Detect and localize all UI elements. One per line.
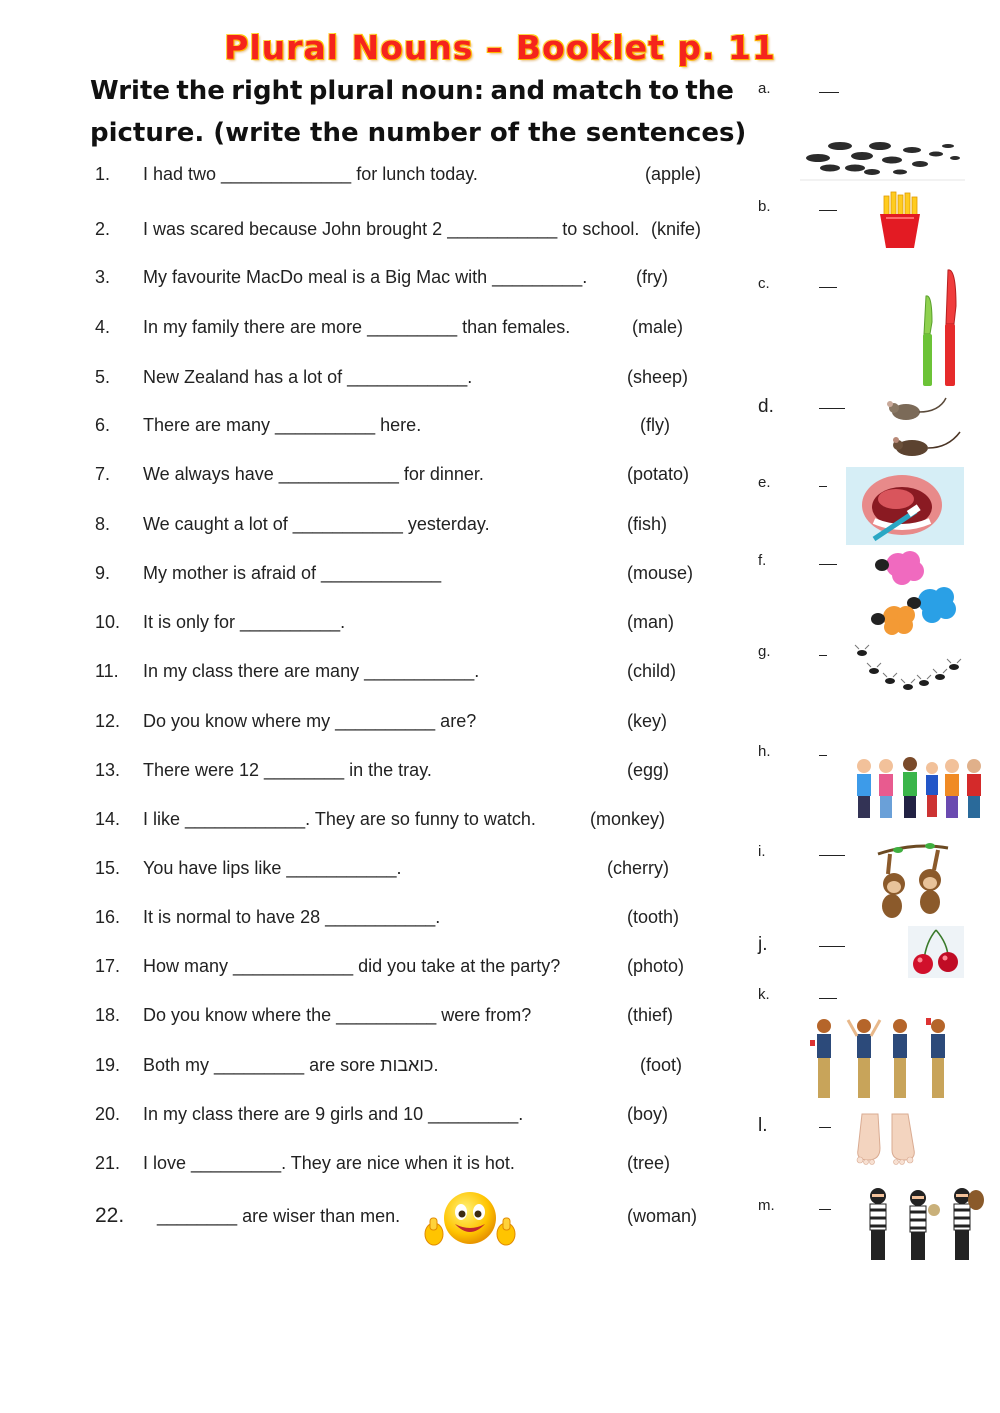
instruction-word: the <box>685 76 734 106</box>
answer-letter: b. <box>758 198 771 215</box>
instructions-line-1 <box>90 76 734 106</box>
answer-letter: j. <box>758 934 768 955</box>
monkeys-picture <box>874 840 950 924</box>
question-hint: (male) <box>632 317 684 337</box>
question-hint: (tree) <box>627 1153 671 1173</box>
teeth-brushing-picture <box>846 467 964 545</box>
answer-letter: i. <box>758 843 766 860</box>
question-text: In my class there are many ___________. <box>143 661 480 681</box>
instruction-word: match <box>551 76 643 106</box>
question-text: My favourite MacDo meal is a Big Mac with _________. <box>143 267 588 287</box>
question-6 <box>95 415 735 445</box>
question-15 <box>95 858 735 888</box>
question-text: How many ____________ did you take at the party? <box>143 956 561 976</box>
flies-picture <box>852 643 964 699</box>
answer-blank[interactable] <box>819 92 839 93</box>
question-hint: (woman) <box>627 1206 698 1226</box>
question-hint: (monkey) <box>590 809 666 829</box>
question-number: 12. <box>95 711 121 731</box>
question-13 <box>95 760 735 790</box>
question-number: 15. <box>95 858 121 878</box>
question-hint: (apple) <box>645 164 702 184</box>
answer-letter: c. <box>758 275 770 292</box>
women-picture <box>808 1016 958 1100</box>
instruction-word: to <box>648 76 680 106</box>
question-text: I had two _____________ for lunch today. <box>143 164 478 184</box>
question-8 <box>95 514 735 544</box>
question-number: 1. <box>95 164 111 184</box>
question-number: 18. <box>95 1005 121 1025</box>
instructions-line-2: picture. (write the number of the sentences) <box>90 118 747 148</box>
answer-blank[interactable] <box>819 408 845 409</box>
question-hint: (mouse) <box>627 563 694 583</box>
answer-blank[interactable] <box>819 1209 831 1210</box>
question-hint: (fry) <box>636 267 668 287</box>
feet-picture <box>852 1114 920 1166</box>
question-text: There were 12 ________ in the tray. <box>143 760 432 780</box>
question-1 <box>95 164 735 194</box>
question-number: 3. <box>95 267 111 287</box>
question-hint: (photo) <box>627 956 685 976</box>
question-2 <box>95 219 735 249</box>
answer-letter: a. <box>758 80 771 97</box>
question-22 <box>95 1204 735 1234</box>
cherries-picture <box>908 926 964 978</box>
question-number: 4. <box>95 317 111 337</box>
instruction-word: and <box>490 76 546 106</box>
question-11 <box>95 661 735 691</box>
french-fries-picture <box>876 192 924 248</box>
answer-letter: m. <box>758 1197 775 1214</box>
question-number: 2. <box>95 219 111 239</box>
answer-blank[interactable] <box>819 486 827 487</box>
question-number: 13. <box>95 760 121 780</box>
question-5 <box>95 367 735 397</box>
question-text: New Zealand has a lot of ____________. <box>143 367 473 387</box>
question-hint: (sheep) <box>627 367 689 387</box>
question-hint: (fly) <box>640 415 670 435</box>
instruction-word: Write <box>90 76 171 106</box>
answer-letter: e. <box>758 474 771 491</box>
question-number: 14. <box>95 809 121 829</box>
question-text: We always have ____________ for dinner. <box>143 464 484 484</box>
answer-blank[interactable] <box>819 564 837 565</box>
question-18 <box>95 1005 735 1035</box>
answer-letter: g. <box>758 643 771 660</box>
question-10 <box>95 612 735 642</box>
question-hint: (potato) <box>627 464 690 484</box>
question-text: It is normal to have 28 ___________. <box>143 907 441 927</box>
question-number: 8. <box>95 514 111 534</box>
question-4 <box>95 317 735 347</box>
question-hint: (cherry) <box>607 858 669 878</box>
question-number: 16. <box>95 907 121 927</box>
question-17 <box>95 956 735 986</box>
smiley-thumbs-up-icon <box>424 1190 516 1250</box>
question-hint: (foot) <box>640 1055 683 1075</box>
children-picture <box>854 756 984 820</box>
question-text: Do you know where the __________ were from? <box>143 1005 532 1025</box>
answer-blank[interactable] <box>819 998 837 999</box>
question-text: It is only for __________. <box>143 612 346 632</box>
answer-blank[interactable] <box>819 855 845 856</box>
answer-k <box>758 986 998 1016</box>
fish-school-picture <box>800 128 965 180</box>
question-hint: (thief) <box>627 1005 674 1025</box>
question-21 <box>95 1153 735 1183</box>
mice-picture <box>884 390 964 466</box>
question-number: 21. <box>95 1153 121 1173</box>
answer-letter: f. <box>758 552 767 569</box>
question-text: You have lips like ___________. <box>143 858 402 878</box>
question-hint: (key) <box>627 711 667 731</box>
answer-a <box>758 80 998 110</box>
question-hint: (fish) <box>627 514 667 534</box>
instruction-word: noun: <box>400 76 485 106</box>
answer-letter: d. <box>758 396 774 417</box>
answer-blank[interactable] <box>819 655 827 656</box>
question-text: I love _________. They are nice when it is hot. <box>143 1153 515 1173</box>
question-number: 9. <box>95 563 111 583</box>
page-title: Plural Nouns – Booklet p. 11 <box>224 28 776 67</box>
question-number: 6. <box>95 415 111 435</box>
answer-letter: h. <box>758 743 771 760</box>
answer-letter: l. <box>758 1115 768 1136</box>
question-number: 17. <box>95 956 121 976</box>
question-number: 22. <box>95 1204 125 1227</box>
question-number: 10. <box>95 612 121 632</box>
question-text: We caught a lot of ___________ yesterday. <box>143 514 490 534</box>
answer-letter: k. <box>758 986 770 1003</box>
question-number: 7. <box>95 464 111 484</box>
question-text: I was scared because John brought 2 ___________ to school. <box>143 219 640 239</box>
question-text: In my class there are 9 girls and 10 _________. <box>143 1104 524 1124</box>
knives-picture <box>912 266 968 388</box>
question-number: 20. <box>95 1104 121 1124</box>
answer-blank[interactable] <box>819 946 845 947</box>
question-text: My mother is afraid of ____________ <box>143 563 442 583</box>
question-text: Do you know where my __________ are? <box>143 711 477 731</box>
answer-blank[interactable] <box>819 287 837 288</box>
question-text: In my family there are more _________ than females. <box>143 317 571 337</box>
question-text: ________ are wiser than men. <box>157 1206 401 1226</box>
question-7 <box>95 464 735 494</box>
question-14 <box>95 809 735 839</box>
question-number: 19. <box>95 1055 121 1075</box>
instruction-word: the <box>176 76 225 106</box>
question-3 <box>95 267 735 297</box>
question-19 <box>95 1055 735 1085</box>
question-9 <box>95 563 735 593</box>
question-number: 5. <box>95 367 111 387</box>
question-hint: (child) <box>627 661 677 681</box>
question-hint: (knife) <box>651 219 702 239</box>
question-text: Both my _________ are sore כואבות. <box>143 1055 439 1075</box>
question-16 <box>95 907 735 937</box>
question-hint: (egg) <box>627 760 670 780</box>
sheep-picture <box>864 545 958 637</box>
answer-blank[interactable] <box>819 1127 831 1128</box>
answer-blank[interactable] <box>819 210 837 211</box>
instruction-word: right <box>231 76 303 106</box>
question-20 <box>95 1104 735 1134</box>
question-hint: (man) <box>627 612 675 632</box>
question-12 <box>95 711 735 741</box>
question-number: 11. <box>95 661 119 681</box>
thieves-picture <box>864 1186 986 1264</box>
question-hint: (tooth) <box>627 907 680 927</box>
instruction-word: plural <box>308 76 395 106</box>
question-text: There are many __________ here. <box>143 415 422 435</box>
question-text: I like ____________. They are so funny to watch. <box>143 809 536 829</box>
answer-blank[interactable] <box>819 755 827 756</box>
question-hint: (boy) <box>627 1104 669 1124</box>
